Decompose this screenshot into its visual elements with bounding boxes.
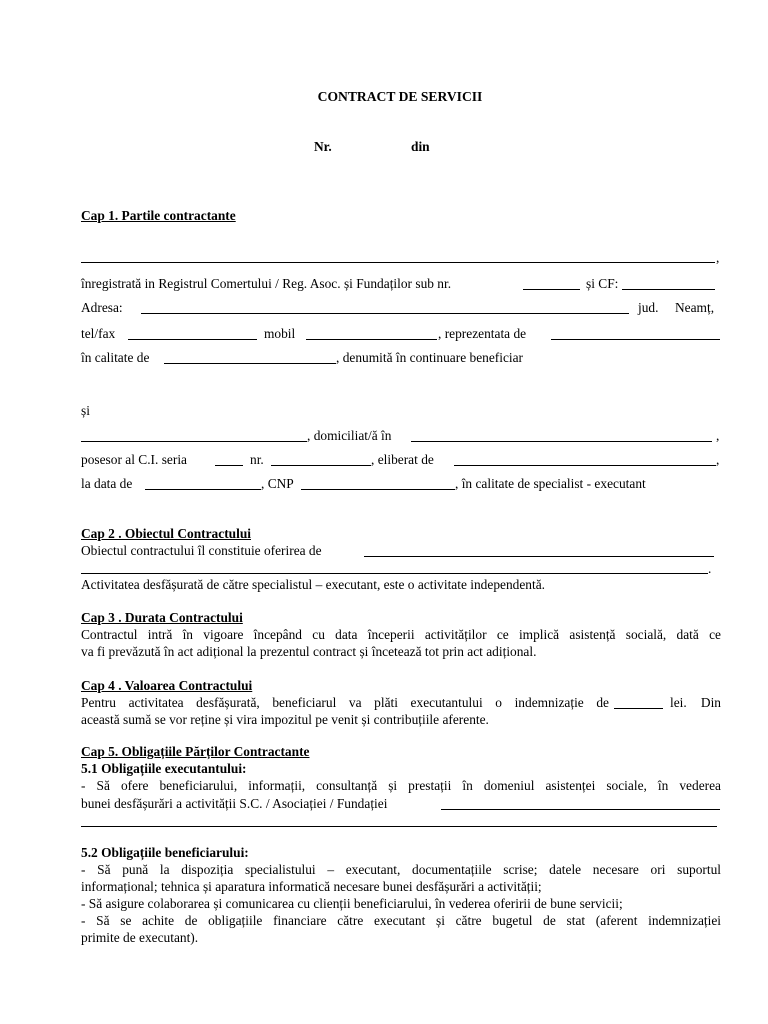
comma: , <box>716 452 720 467</box>
mobil-blank[interactable] <box>306 339 437 340</box>
reprezentata-blank[interactable] <box>551 339 720 340</box>
la-data-blank[interactable] <box>145 489 261 490</box>
party2-name-blank[interactable] <box>81 441 307 442</box>
cf-blank[interactable] <box>622 289 715 290</box>
cnp-label: , CNP <box>261 476 294 491</box>
cap1-heading: Cap 1. Partile contractante <box>81 208 236 223</box>
si-label: și <box>81 403 90 418</box>
registry-number-blank[interactable] <box>523 289 580 290</box>
period: . <box>708 561 712 576</box>
cap5-b2: informațional; tehnica și aparatura informatică necesare bunei desfășurări a activității; <box>81 879 542 894</box>
cap2-heading: Cap 2 . Obiectul Contractului <box>81 526 251 541</box>
comma: , <box>716 428 720 443</box>
cap2-line3: Activitatea desfășurată de către specialistul – executant, este o activitate independentă. <box>81 577 545 592</box>
eliberat-blank[interactable] <box>454 465 716 466</box>
obiect-blank-1[interactable] <box>364 556 714 557</box>
la-data-label: la data de <box>81 476 133 491</box>
cap5-heading: Cap 5. Obligațiile Părților Contractante <box>81 744 310 759</box>
calitate-blank[interactable] <box>164 363 336 364</box>
cap3-line1: Contractul intră în vigoare începând cu data începerii activităților ce implică asistență socială, dată ce <box>81 627 721 642</box>
specialist-label: , în calitate de specialist - executant <box>455 476 646 491</box>
cap5-b5: primite de executant). <box>81 930 199 945</box>
reprezentata-label: , reprezentata de <box>438 326 527 341</box>
obiect-blank-2[interactable] <box>81 573 708 574</box>
cap4-line1a: Pentru activitatea desfășurată, beneficiarul va plăti executantului o indemnizație de <box>81 695 609 710</box>
domiciliat-label: , domiciliat/ă în <box>307 428 392 443</box>
ci-seria-blank[interactable] <box>215 465 243 466</box>
cap5-sub2: 5.2 Obligațiile beneficiarului: <box>81 845 249 860</box>
cap4-line2: această sumă se vor reține și vira impozitul pe venit și contribuțiile aferente. <box>81 712 489 727</box>
calitate-label: în calitate de <box>81 350 150 365</box>
cf-label: și CF: <box>586 276 619 291</box>
cap5-sub1: 5.1 Obligațiile executantului: <box>81 761 247 776</box>
cap5-e2: bunei desfășurări a activității S.C. / Asociației / Fundației <box>81 796 388 811</box>
nr-label: Nr. <box>314 139 332 154</box>
cap3-line2: va fi prevăzută în act adițional la prezentul contract și încetează tot prin act adițional. <box>81 644 537 659</box>
cap5-e1: - Să ofere beneficiarului, informații, consultanță și prestații în domeniul asistenței sociale, în vederea <box>81 778 721 793</box>
din-label: din <box>411 139 430 154</box>
party1-name-blank[interactable] <box>81 262 715 263</box>
indemnizatie-blank[interactable] <box>614 708 663 709</box>
ci-nr-blank[interactable] <box>271 465 371 466</box>
adresa-blank[interactable] <box>141 313 629 314</box>
neamt-label: Neamț, <box>675 300 715 315</box>
eliberat-label: , eliberat de <box>371 452 434 467</box>
cap5-b3: - Să asigure colaborarea și comunicarea cu clienții beneficiarului, în vederea oferirii de bune servicii; <box>81 896 623 911</box>
cap5-b4: - Să se achite de obligațiile financiare către executant și către bugetul de stat (aferent indemnizației <box>81 913 721 928</box>
telfax-blank[interactable] <box>128 339 257 340</box>
comma: , <box>716 250 720 265</box>
registry-label: înregistrată in Registrul Comertului / Reg. Asoc. și Fundaților sub nr. <box>81 276 452 291</box>
domiciliu-blank[interactable] <box>411 441 712 442</box>
fundatie-blank-2[interactable] <box>81 826 717 827</box>
cnp-blank[interactable] <box>301 489 455 490</box>
cap5-b1: - Să pună la dispoziția specialistului – executant, documentațiile scrise; datele necesare ori suportul <box>81 862 721 877</box>
jud-label: jud. <box>638 300 659 315</box>
adresa-label: Adresa: <box>81 300 123 315</box>
cap4-heading: Cap 4 . Valoarea Contractului <box>81 678 253 693</box>
ci-nr-label: nr. <box>250 452 264 467</box>
posesor-label: posesor al C.I. seria <box>81 452 187 467</box>
cap3-heading: Cap 3 . Durata Contractului <box>81 610 243 625</box>
mobil-label: mobil <box>264 326 296 341</box>
telfax-label: tel/fax <box>81 326 116 341</box>
document-title: CONTRACT DE SERVICII <box>317 89 483 104</box>
fundatie-blank[interactable] <box>441 809 720 810</box>
denumita-label: , denumită în continuare beneficiar <box>336 350 524 365</box>
cap4-line1b: lei. Din <box>670 695 721 710</box>
cap2-line1: Obiectul contractului îl constituie oferirea de <box>81 543 322 558</box>
